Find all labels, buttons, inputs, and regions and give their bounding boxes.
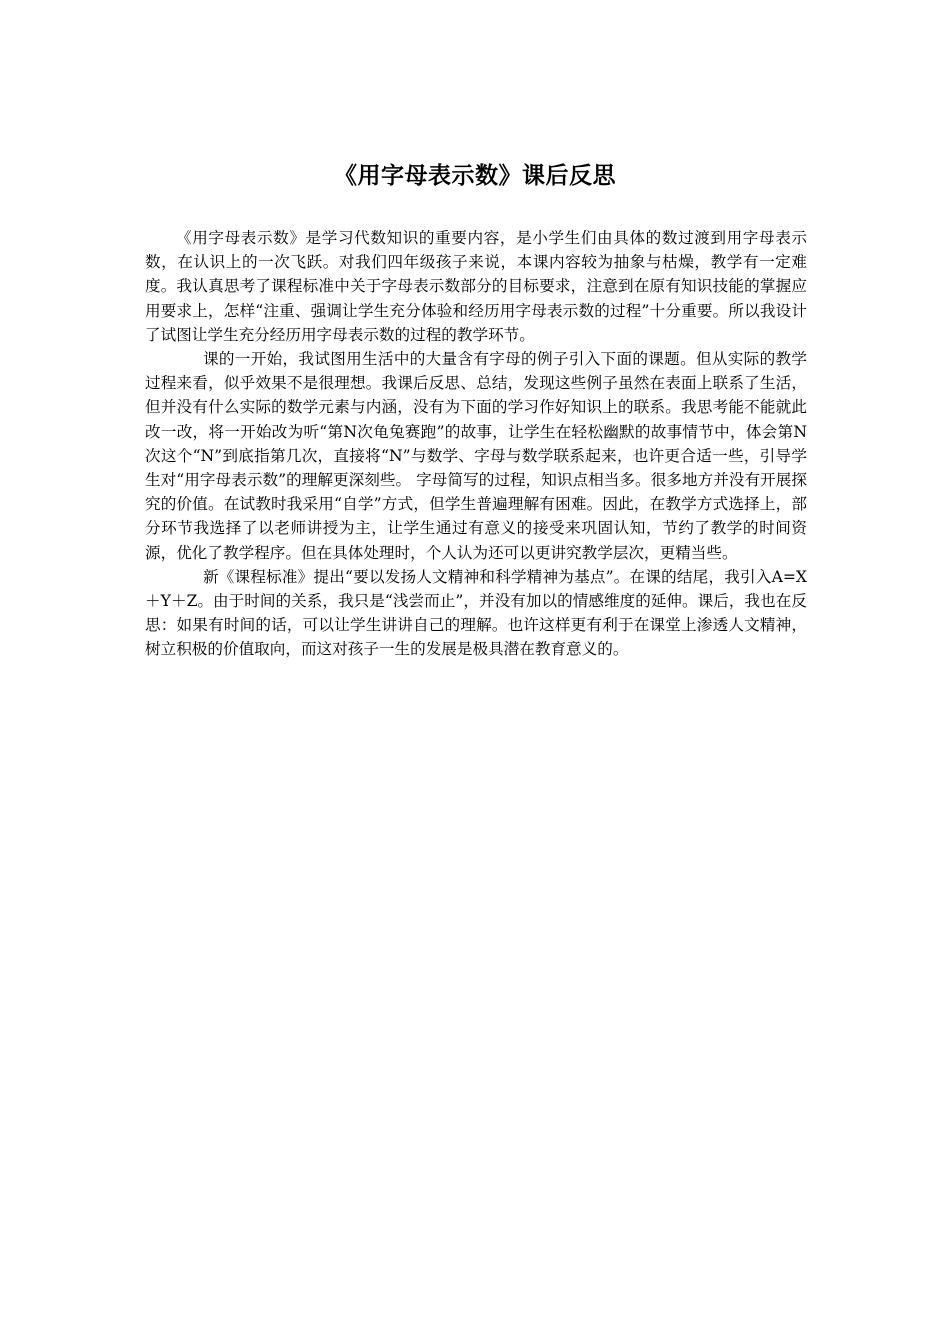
paragraph-1: 《用字母表示数》是学习代数知识的重要内容，是小学生们由具体的数过渡到用字母表示数，在认识上的一次飞跃。对我们四年级孩子来说，本课内容较为抽象与枯燥，教学有一定难度。我认真思考了课程标准中关于字母表示数部分的目标要求，注意到在原有知识技能的掌握应用要求上，怎样“注重、强调让学生充分体验和经历用字母表示数的过程”十分重要。所以我设计了试图让学生充分经历用字母表示数的过程的教学环节。 [145, 229, 807, 344]
document-title: 《用字母表示数》课后反思 [334, 163, 616, 189]
paragraph-2: 课的一开始，我试图用生活中的大量含有字母的例子引入下面的课题。但从实际的教学过程来看，似乎效果不是很理想。我课后反思、总结，发现这些例子虽然在表面上联系了生活，但并没有什么实际的数学元素与内涵，没有为下面的学习作好知识上的联系。我思考能不能就此改一改，将一开始改为听“第N次龟兔赛跑”的故事，让学生在轻松幽默的故事情节中，体会第N次这个“N”到底指第几次，直接将“N”与数学、字母与数学联系起来，也许更合适一些，引导学生对“用字母表示数”的理解更深刻些。 字母简写的过程，知识点相当多。很多地方并没有开展探究的价值。在试教时我采用“自学”方式，但学生普遍理解有困难。因此，在教学方式选择上，部分环节我选择了以老师讲授为主，让学生通过有意义的接受来巩固认知，节约了教学的时间资源，优化了教学程序。但在具体处理时，个人认为还可以更讲究教学层次，更精当些。 [145, 350, 807, 562]
document-body [145, 226, 807, 662]
paragraph-3: 新《课程标准》提出“要以发扬人文精神和科学精神为基点”。在课的结尾，我引入A=X＋Y＋Z。由于时间的关系，我只是“浅尝而止”，并没有加以的情感维度的延伸。课后，我也在反思：如果有时间的话，可以让学生讲讲自己的理解。也许这样更有利于在课堂上渗透人文精神，树立积极的价值取向，而这对孩子一生的发展是极具潜在教育意义的。 [145, 567, 807, 659]
